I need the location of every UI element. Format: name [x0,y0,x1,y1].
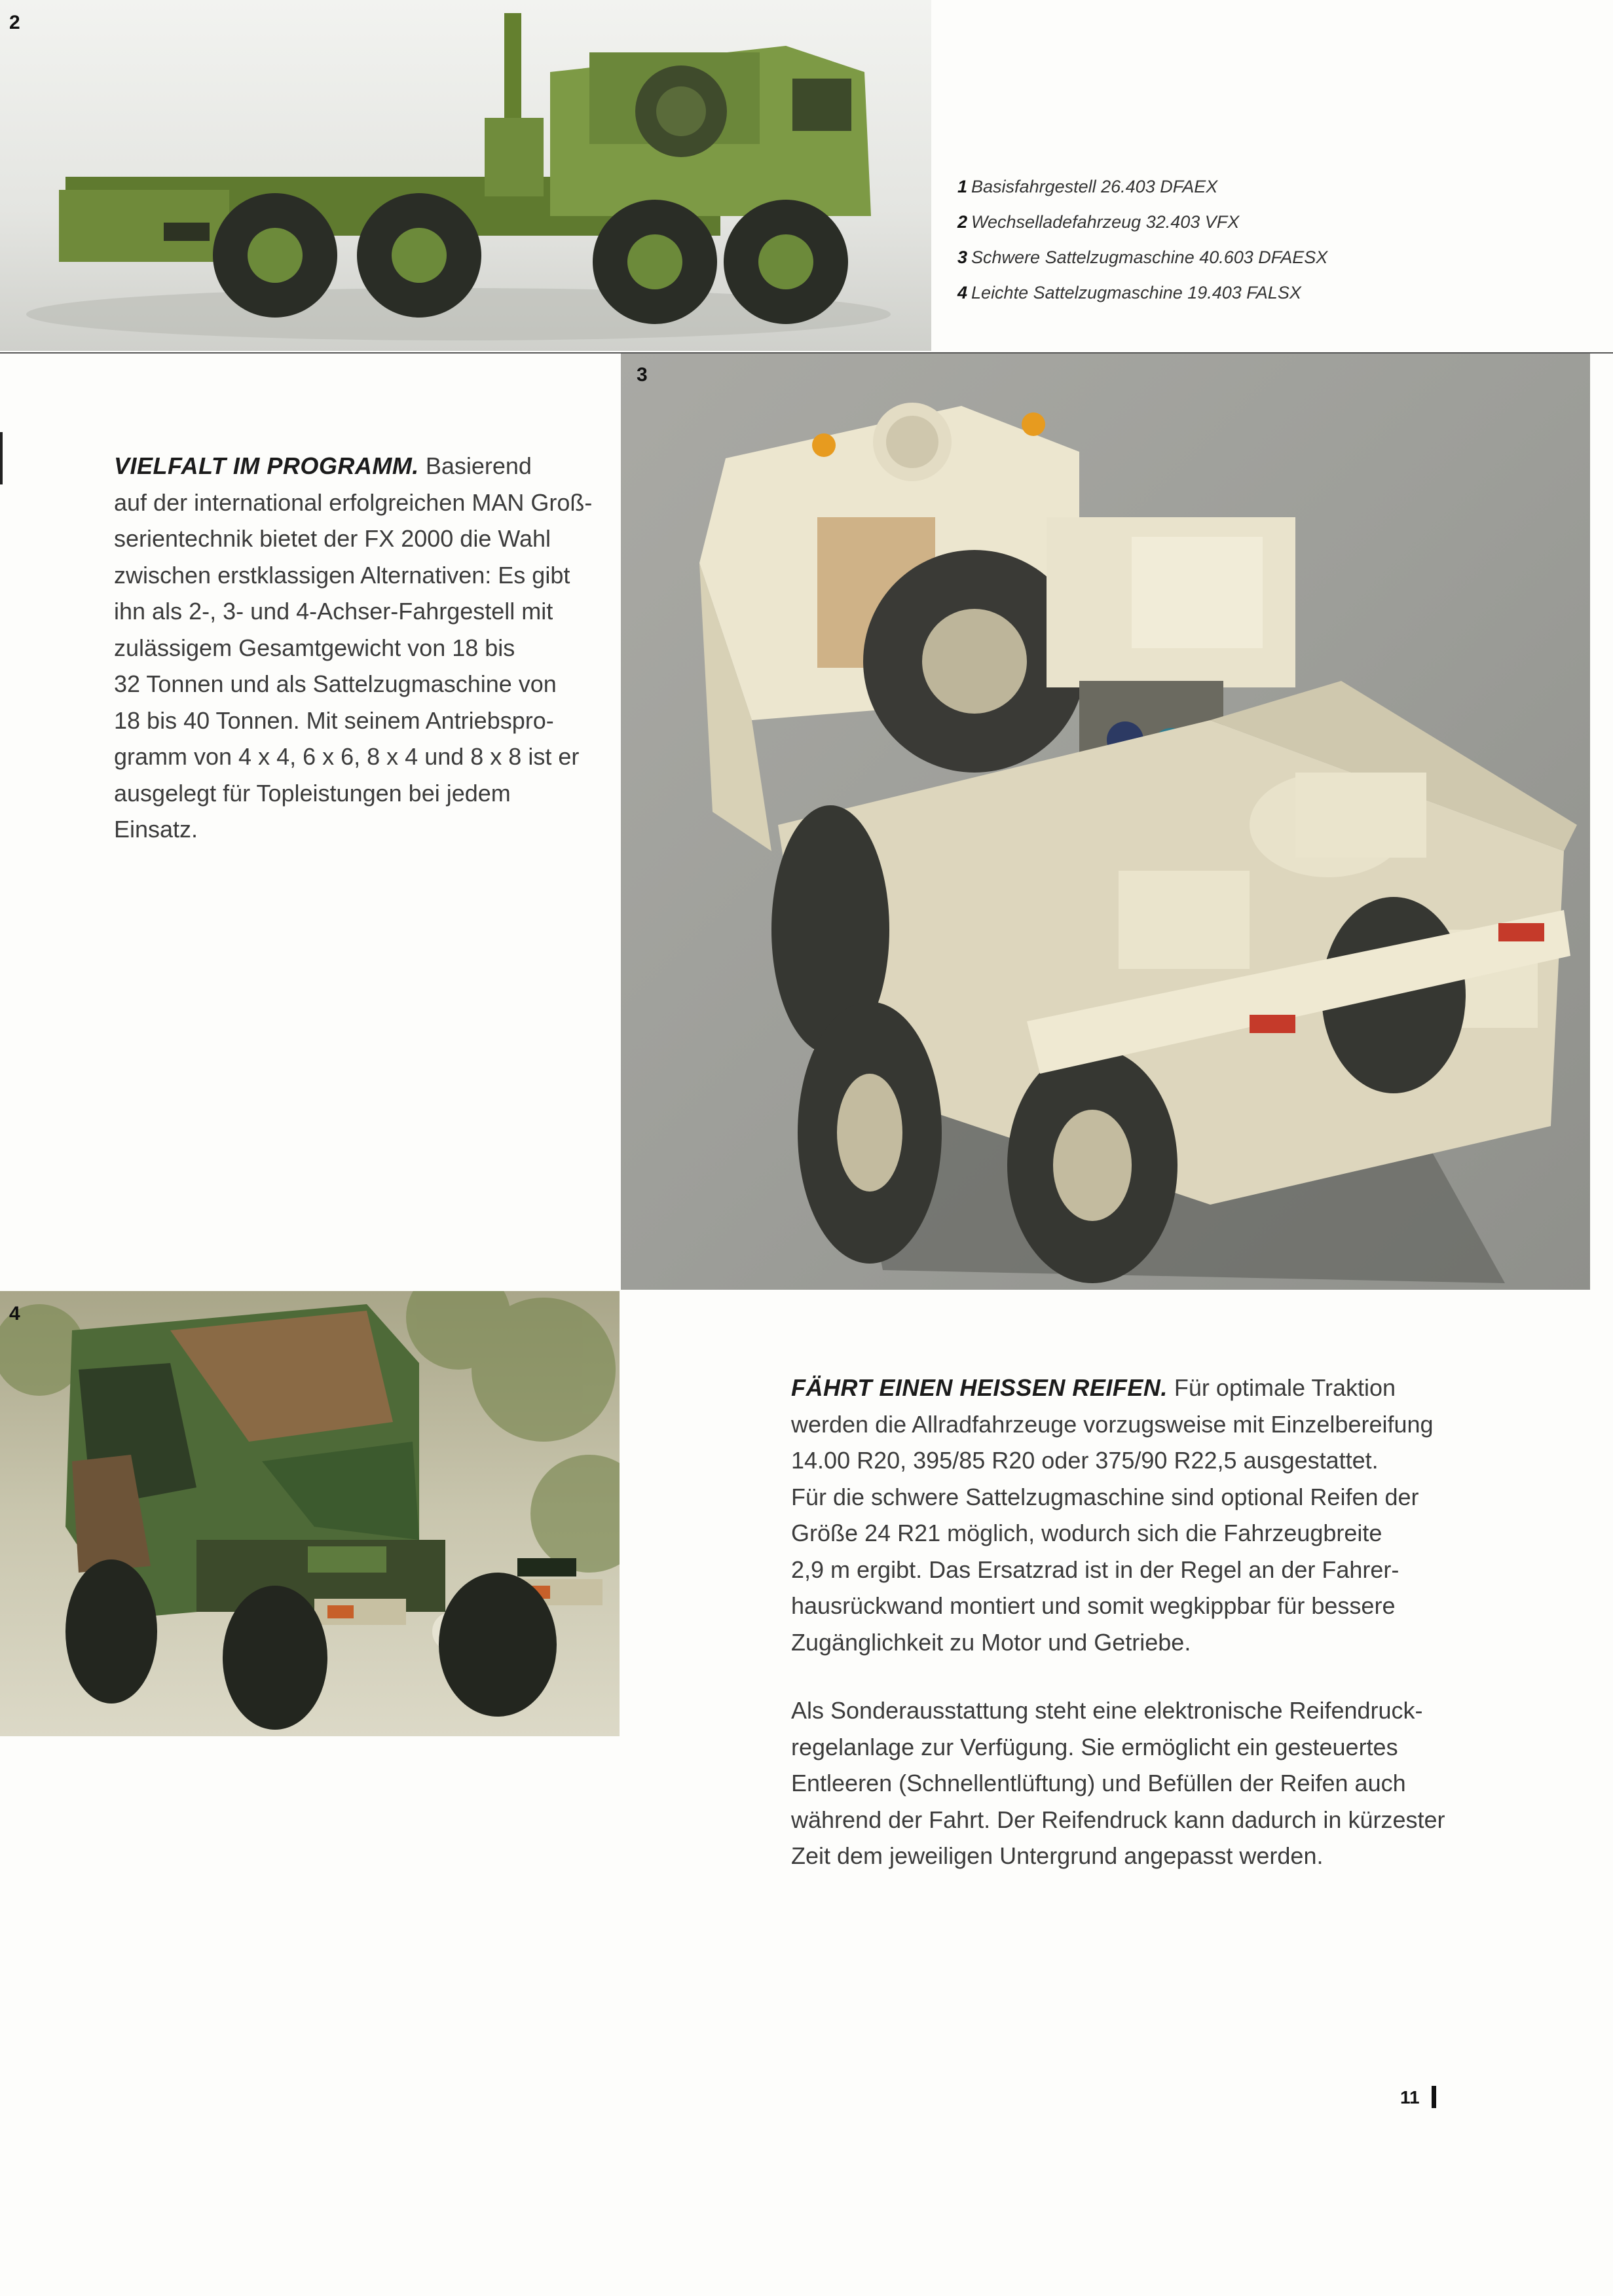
section-vielfalt-line: 18 bis 40 Tonnen. Mit seinem Antriebspro- [114,706,554,734]
photo-2-hooklift-truck [0,0,931,351]
section-reifen-2-line: Zeit dem jeweiligen Untergrund angepasst werden. [791,1842,1324,1869]
section-reifen-2-line: Als Sonderausstattung steht eine elektronische Reifendruck- [791,1697,1423,1724]
section-reifen-line: Größe 24 R21 möglich, wodurch sich die Fahrzeugbreite [791,1520,1382,1546]
section-vielfalt-heading: VIELFALT IM PROGRAMM. [114,452,419,479]
section-reifen-line: Zugänglichkeit zu Motor und Getriebe. [791,1628,1191,1656]
caption-item: 3 Schwere Sattelzugmaschine 40.603 DFAESX [957,247,1328,267]
section-reifen-line: FÄHRT EINEN HEISSEN REIFEN. Für optimale Traktion [791,1374,1396,1401]
section-reifen-2-line: während der Fahrt. Der Reifendruck kann dadurch in kürzester [791,1806,1445,1833]
section-reifen-2-line: Entleeren (Schnellentlüftung) und Befüllen der Reifen auch [791,1770,1406,1796]
section-reifen-line: Für die schwere Sattelzugmaschine sind optional Reifen der [791,1483,1419,1510]
section-vielfalt-line: ihn als 2-, 3- und 4-Achser-Fahrgestell mit [114,598,553,625]
page-number-bar [1432,2086,1436,2108]
photo-4-camo-tractor [0,1291,620,1736]
caption-item: 4 Leichte Sattelzugmaschine 19.403 FALSX [957,283,1301,302]
section-vielfalt-line: ausgelegt für Topleistungen bei jedem Einsatz. [114,779,511,843]
section-vielfalt-line: VIELFALT IM PROGRAMM. Basierend [114,452,532,479]
section-vielfalt-line: gramm von 4 x 4, 6 x 6, 8 x 4 und 8 x 8 ist er [114,743,580,770]
page-number: 11 [1400,2087,1420,2107]
photo-3-heavy-tractor [621,354,1590,1290]
section-reifen-2 [791,1692,1479,1874]
caption-item: 1 Basisfahrgestell 26.403 DFAEX [957,177,1218,196]
section-reifen-line: hausrückwand montiert und somit wegkippbar für bessere [791,1592,1396,1619]
section-reifen-2-line: regelanlage zur Verfügung. Sie ermöglicht ein gesteuertes [791,1733,1398,1760]
section-vielfalt-line: zulässigem Gesamtgewicht von 18 bis [114,634,515,661]
section-vielfalt-line: auf der international erfolgreichen MAN Groß- [114,488,593,516]
section-reifen-line: 14.00 R20, 395/85 R20 oder 375/90 R22,5 ausgestattet. [791,1447,1379,1474]
section-reifen-line: 2,9 m ergibt. Das Ersatzrad ist in der Regel an der Fahrer- [791,1556,1400,1583]
section-vielfalt-line: zwischen erstklassigen Alternativen: Es gibt [114,561,570,589]
photo-number-3: 3 [637,364,648,386]
section-vielfalt-line: serientechnik bietet der FX 2000 die Wahl [114,525,551,552]
section-vielfalt [114,448,599,848]
photo-number-2: 2 [9,12,20,33]
section-reifen [791,1370,1479,1660]
caption-list [957,169,1547,310]
section-reifen-line: werden die Allradfahrzeuge vorzugsweise mit Einzelbereifung [791,1410,1434,1438]
section-vielfalt-line: 32 Tonnen und als Sattelzugmaschine von [114,670,557,697]
section-reifen-heading: FÄHRT EINEN HEISSEN REIFEN. [791,1374,1168,1401]
photo-number-4: 4 [9,1303,20,1324]
scan-edge-mark [0,432,3,484]
caption-item: 2 Wechselladefahrzeug 32.403 VFX [957,212,1240,232]
